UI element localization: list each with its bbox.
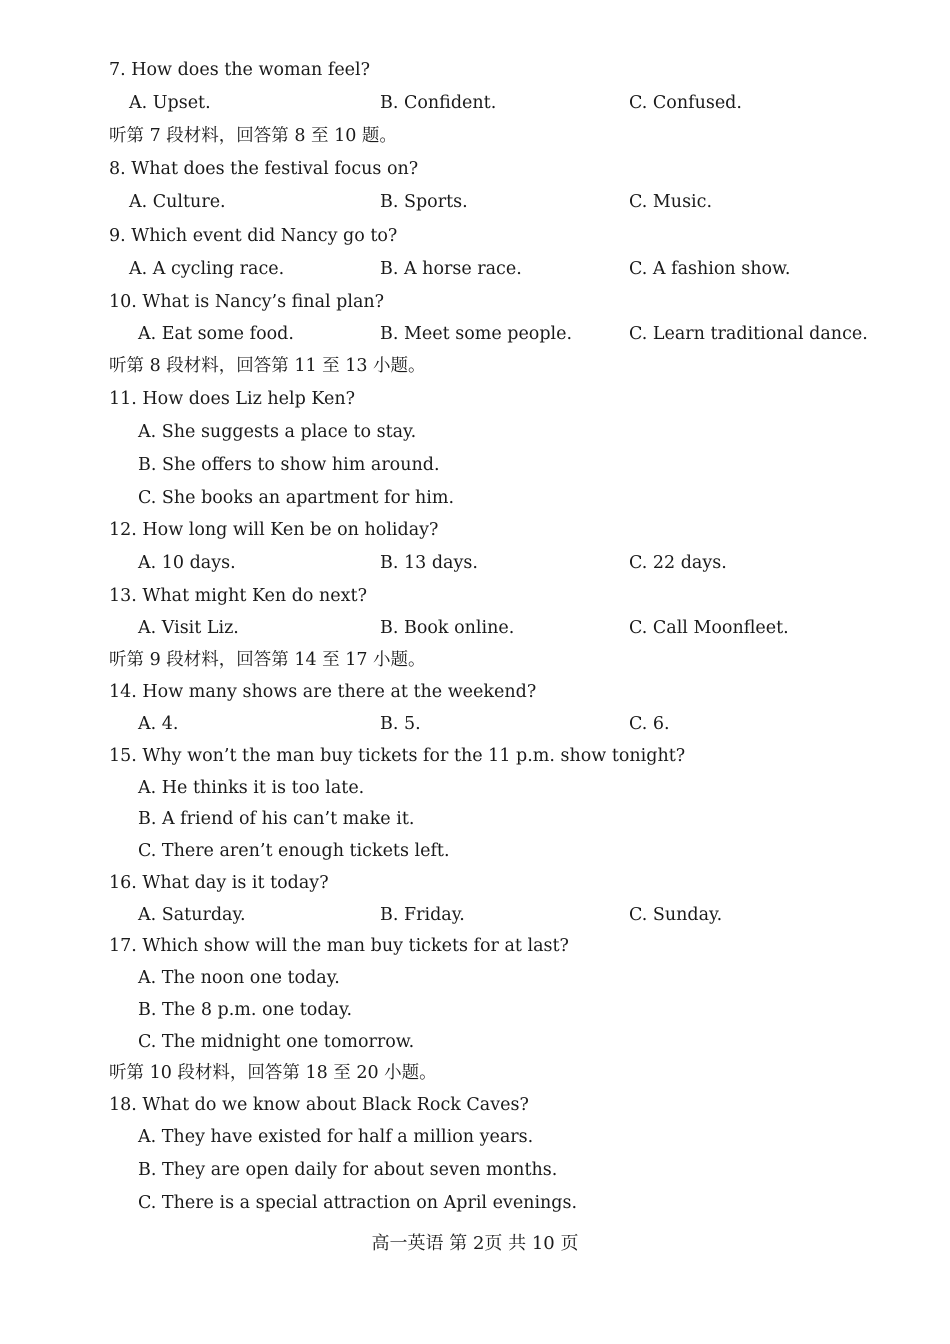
question-stem: 17. Which show will the man buy tickets for at last? bbox=[109, 936, 569, 956]
option-c-line bbox=[0, 838, 950, 864]
option-b: B. A friend of his can’t make it. bbox=[138, 809, 415, 829]
option-c: C. She books an apartment for him. bbox=[138, 488, 455, 508]
question-10 bbox=[0, 289, 950, 315]
option-c: C. Call Moonfleet. bbox=[629, 618, 789, 638]
question-13 bbox=[0, 583, 950, 609]
question-15 bbox=[0, 743, 950, 769]
option-b-line bbox=[0, 1157, 950, 1183]
option-a: A. Saturday. bbox=[138, 905, 246, 925]
option-b: B. They are open daily for about seven months. bbox=[138, 1160, 558, 1180]
option-a: A. A cycling race. bbox=[129, 259, 285, 279]
options-8 bbox=[0, 189, 950, 215]
option-b-line bbox=[0, 997, 950, 1023]
question-stem: 13. What might Ken do next? bbox=[109, 586, 367, 606]
option-a: A. Visit Liz. bbox=[138, 618, 239, 638]
option-a: A. The noon one today. bbox=[138, 968, 340, 988]
option-b-line bbox=[0, 452, 950, 478]
option-c: C. Learn traditional dance. bbox=[629, 324, 868, 344]
option-a: A. She suggests a place to stay. bbox=[138, 422, 417, 442]
question-stem: 9. Which event did Nancy go to? bbox=[109, 226, 398, 246]
option-a-line bbox=[0, 775, 950, 801]
section-heading-9: 听第 9 段材料，回答第 14 至 17 小题。 bbox=[109, 650, 426, 670]
option-c: C. 6. bbox=[629, 714, 670, 734]
option-a: A. They have existed for half a million years. bbox=[138, 1127, 534, 1147]
question-stem: 16. What day is it today? bbox=[109, 873, 329, 893]
question-8 bbox=[0, 156, 950, 182]
question-11 bbox=[0, 386, 950, 412]
section-heading-8: 听第 8 段材料，回答第 11 至 13 小题。 bbox=[109, 356, 426, 376]
option-b: B. Meet some people. bbox=[380, 324, 573, 344]
option-a: A. Eat some food. bbox=[138, 324, 294, 344]
question-stem: 15. Why won’t the man buy tickets for the 11 p.m. show tonight? bbox=[109, 746, 686, 766]
option-c-line bbox=[0, 1190, 950, 1216]
option-c: C. 22 days. bbox=[629, 553, 727, 573]
option-c-line bbox=[0, 485, 950, 511]
option-a: A. He thinks it is too late. bbox=[138, 778, 365, 798]
options-10 bbox=[0, 321, 950, 347]
option-b: B. She offers to show him around. bbox=[138, 455, 440, 475]
option-a-line bbox=[0, 965, 950, 991]
option-b: B. 13 days. bbox=[380, 553, 478, 573]
option-c: C. Music. bbox=[629, 192, 713, 212]
question-stem: 11. How does Liz help Ken? bbox=[109, 389, 355, 409]
question-stem: 7. How does the woman feel? bbox=[109, 60, 371, 80]
question-12 bbox=[0, 517, 950, 543]
option-c: C. A fashion show. bbox=[629, 259, 791, 279]
option-a-line bbox=[0, 419, 950, 445]
options-16 bbox=[0, 902, 950, 928]
option-c: C. There aren’t enough tickets left. bbox=[138, 841, 450, 861]
question-17 bbox=[0, 933, 950, 959]
option-c: C. There is a special attraction on April evenings. bbox=[138, 1193, 578, 1213]
question-9 bbox=[0, 223, 950, 249]
page-footer: 高一英语 第 2页 共 10 页 bbox=[371, 1233, 579, 1254]
question-stem: 10. What is Nancy’s final plan? bbox=[109, 292, 385, 312]
question-stem: 18. What do we know about Black Rock Caves? bbox=[109, 1095, 529, 1115]
option-a: A. Culture. bbox=[129, 192, 226, 212]
question-7 bbox=[0, 57, 950, 83]
options-12 bbox=[0, 550, 950, 576]
options-14 bbox=[0, 711, 950, 737]
option-b: B. The 8 p.m. one today. bbox=[138, 1000, 353, 1020]
question-14 bbox=[0, 679, 950, 705]
options-13 bbox=[0, 615, 950, 641]
option-c: C. Confused. bbox=[629, 93, 742, 113]
option-b-line bbox=[0, 806, 950, 832]
section-heading-7: 听第 7 段材料，回答第 8 至 10 题。 bbox=[109, 126, 397, 146]
question-16 bbox=[0, 870, 950, 896]
option-c-line bbox=[0, 1029, 950, 1055]
option-a-line bbox=[0, 1124, 950, 1150]
question-18 bbox=[0, 1092, 950, 1118]
option-b: B. Sports. bbox=[380, 192, 468, 212]
option-c: C. Sunday. bbox=[629, 905, 723, 925]
question-stem: 12. How long will Ken be on holiday? bbox=[109, 520, 439, 540]
question-stem: 8. What does the festival focus on? bbox=[109, 159, 419, 179]
option-a: A. Upset. bbox=[129, 93, 211, 113]
option-a: A. 4. bbox=[138, 714, 179, 734]
option-b: B. Confident. bbox=[380, 93, 497, 113]
options-9 bbox=[0, 256, 950, 282]
option-b: B. A horse race. bbox=[380, 259, 522, 279]
options-7 bbox=[0, 90, 950, 116]
option-b: B. Book online. bbox=[380, 618, 515, 638]
option-b: B. 5. bbox=[380, 714, 421, 734]
option-a: A. 10 days. bbox=[138, 553, 236, 573]
section-heading-10: 听第 10 段材料，回答第 18 至 20 小题。 bbox=[109, 1063, 437, 1083]
option-b: B. Friday. bbox=[380, 905, 465, 925]
question-stem: 14. How many shows are there at the weekend? bbox=[109, 682, 537, 702]
option-c: C. The midnight one tomorrow. bbox=[138, 1032, 415, 1052]
